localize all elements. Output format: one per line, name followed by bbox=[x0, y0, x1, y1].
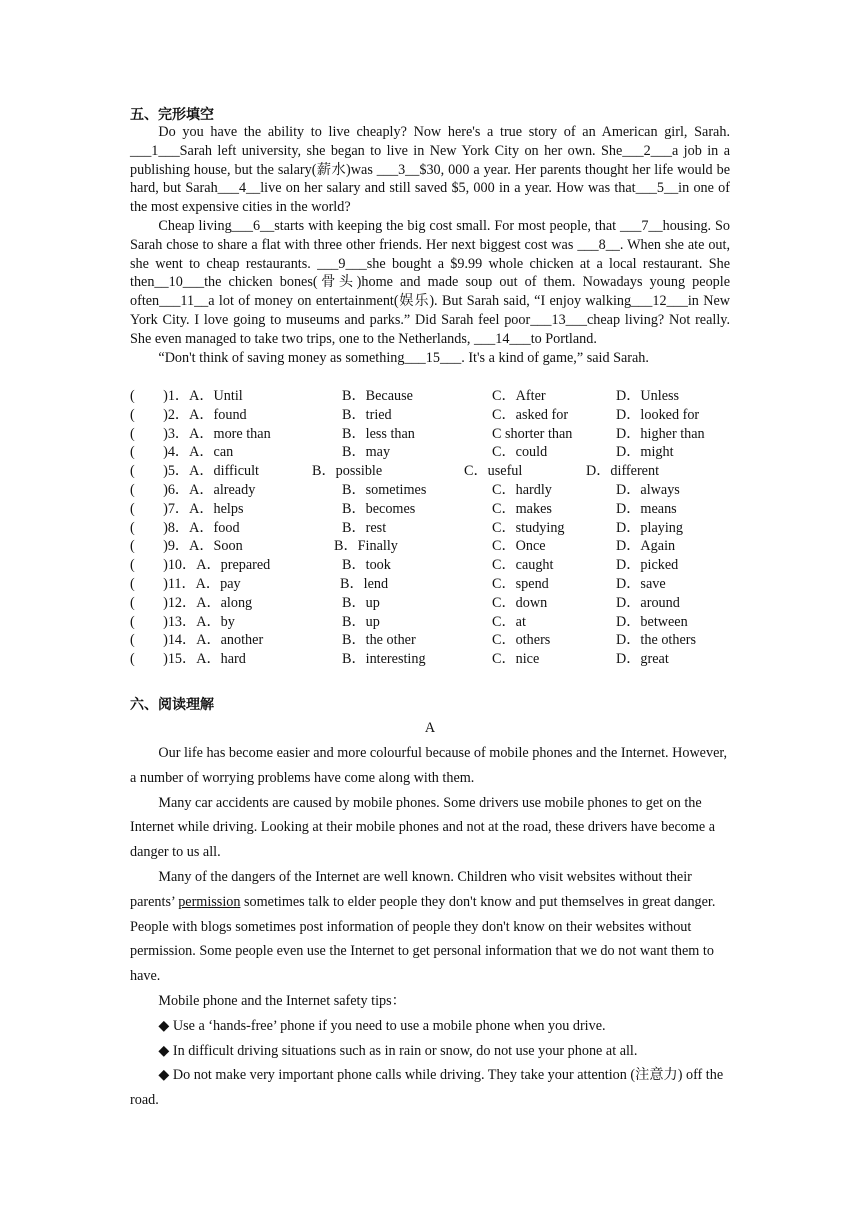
question-option-a: ( )9．A．Soon bbox=[130, 538, 243, 555]
text-run: sometimes talk to elder people they don't know and put themselves in great danger. People with blogs sometimes post information of people they don't know on their websites without permission. Some people even use the Internet to get personal information that we do not want them to have. bbox=[130, 893, 716, 985]
reading-paragraph: Our life has become easier and more colourful because of mobile phones and the Internet. However, a number of worrying problems have come along with them. bbox=[130, 745, 728, 786]
question-row bbox=[130, 481, 730, 500]
question-option-b: B．Because bbox=[342, 388, 413, 404]
question-option-c: C．down bbox=[492, 594, 548, 611]
question-option-b: B．took bbox=[342, 557, 391, 574]
reading-paragraph bbox=[130, 865, 730, 989]
cloze-passage bbox=[130, 123, 730, 367]
question-option-b: B．up bbox=[342, 613, 380, 630]
question-option-a: ( )7．A．helps bbox=[130, 500, 244, 517]
question-option-c: C．nice bbox=[492, 651, 540, 668]
question-option-d: D．the others bbox=[616, 632, 696, 649]
underlined-word: permission bbox=[178, 893, 241, 910]
question-option-c: C．makes bbox=[492, 500, 552, 517]
cloze-paragraph: Do you have the ability to live cheaply? Now here's a true story of an American girl, Sarah. ___1___Sarah left university, she began to live in New York City on her own. She___2___a job in a publishing house, but the salary(薪水)was ___3__$30, 000 a year. Her parents thought her life would be hard, but Sarah___4__live on her salary and still saved $5, 000 in a year. How was that___5__in one of the most expensive cities in the world? bbox=[130, 124, 730, 216]
question-option-d: D．around bbox=[616, 594, 680, 611]
question-option-a: ( )15．A．hard bbox=[130, 651, 246, 668]
question-option-a: ( )10．A．prepared bbox=[130, 557, 271, 574]
section6-title: 六、阅读理解 bbox=[130, 698, 214, 713]
question-option-c: C．After bbox=[492, 388, 546, 404]
question-option-c: C．caught bbox=[492, 557, 554, 574]
question-option-d: D．different bbox=[586, 463, 660, 480]
question-option-c: C．studying bbox=[492, 519, 565, 536]
question-option-b: B．the other bbox=[342, 632, 416, 649]
cloze-paragraph: “Don't think of saving money as something___15___. It's a kind of game,” said Sarah. bbox=[158, 349, 649, 366]
question-option-a: ( )6．A．already bbox=[130, 481, 256, 498]
question-option-b: B．possible bbox=[312, 463, 383, 480]
question-row bbox=[130, 631, 730, 650]
tips-title: Mobile phone and the Internet safety tips： bbox=[158, 992, 406, 1009]
question-option-a: ( )8．A．food bbox=[130, 519, 240, 536]
question-option-d: D．playing bbox=[616, 519, 683, 536]
question-row bbox=[130, 425, 730, 444]
tip-item: ◆ In difficult driving situations such as in rain or snow, do not use your phone at all. bbox=[158, 1042, 638, 1059]
question-option-b: B．less than bbox=[342, 425, 415, 442]
cloze-paragraph: Cheap living___6__starts with keeping the big cost small. For most people, that ___7__housing. So Sarah chose to share a flat with three other friends. Her next biggest cost was ___8__. When she ate out, she went to cheap restaurants. ___9___she bought a $9.99 whole chicken at a local restaurant. She then__10___the chicken bones(骨头)home and made soup out of them. Nowadays young people often___11__a lot of money on entertainment(娱乐). But Sarah said, “I enjoy walking___12___in New York City. I love going to museums and parks.” Did Sarah feel poor___13___cheap living? Not really. She even managed to take two trips, one to the Netherlands, ___14___to Portland. bbox=[130, 217, 730, 347]
question-row bbox=[130, 537, 730, 556]
question-row bbox=[130, 575, 730, 594]
question-option-b: B．may bbox=[342, 444, 391, 461]
question-option-c: C．others bbox=[492, 632, 551, 649]
question-option-d: D．might bbox=[616, 444, 674, 461]
question-option-c: C．spend bbox=[492, 575, 549, 592]
question-row bbox=[130, 650, 730, 669]
question-option-a: ( )2．A．found bbox=[130, 406, 247, 423]
passage-label: A bbox=[424, 720, 436, 736]
question-row bbox=[130, 500, 730, 519]
question-row bbox=[130, 387, 730, 406]
question-option-d: D．always bbox=[616, 481, 680, 498]
question-option-a: ( )3．A．more than bbox=[130, 425, 271, 442]
question-option-c: C．at bbox=[492, 613, 526, 630]
question-option-c: C．Once bbox=[492, 538, 546, 555]
question-option-a: ( )13．A．by bbox=[130, 613, 235, 630]
question-row bbox=[130, 556, 730, 575]
question-option-b: B．tried bbox=[342, 406, 392, 423]
question-option-d: D．higher than bbox=[616, 425, 705, 442]
question-row bbox=[130, 443, 730, 462]
question-option-a: ( )1．A．Until bbox=[130, 388, 243, 404]
question-option-b: B．up bbox=[342, 594, 380, 611]
question-row bbox=[130, 519, 730, 538]
question-option-d: D．great bbox=[616, 651, 669, 668]
question-option-d: D．Again bbox=[616, 538, 676, 555]
question-option-c: C．asked for bbox=[492, 406, 569, 423]
tip-item: ◆ Do not make very important phone calls while driving. They take your attention (注意力) off the road. bbox=[130, 1067, 724, 1109]
question-option-d: D．looked for bbox=[616, 406, 700, 423]
question-option-b: B．Finally bbox=[334, 538, 398, 555]
options-list bbox=[130, 387, 730, 669]
question-row bbox=[130, 406, 730, 425]
question-option-a: ( )12．A．along bbox=[130, 594, 253, 611]
question-option-b: B．sometimes bbox=[342, 481, 427, 498]
question-option-c: C．useful bbox=[464, 463, 523, 480]
tip-item: ◆ Use a ‘hands-free’ phone if you need to use a mobile phone when you drive. bbox=[158, 1017, 606, 1034]
question-option-a: ( )14．A．another bbox=[130, 632, 264, 649]
question-option-c: C shorter than bbox=[492, 425, 573, 442]
reading-paragraph: Many car accidents are caused by mobile phones. Some drivers use mobile phones to get on the Internet while driving. Looking at their mobile phones and not at the road, these drivers have become a danger to us all. bbox=[130, 794, 716, 861]
question-option-d: D．between bbox=[616, 613, 688, 630]
question-row bbox=[130, 594, 730, 613]
question-option-d: D．save bbox=[616, 575, 666, 592]
question-row bbox=[130, 613, 730, 632]
question-option-a: ( )5．A．difficult bbox=[130, 463, 259, 480]
question-option-b: B．rest bbox=[342, 519, 387, 536]
question-option-b: B．becomes bbox=[342, 500, 416, 517]
question-option-a: ( )4．A．can bbox=[130, 444, 234, 461]
reading-passage bbox=[130, 741, 730, 1113]
question-row bbox=[130, 462, 730, 481]
question-option-c: C．hardly bbox=[492, 481, 552, 498]
text-run: Many of the dangers of the Internet are well known. Children who visit websites without their parents’ bbox=[130, 868, 692, 910]
question-option-d: D．means bbox=[616, 500, 677, 517]
question-option-c: C．could bbox=[492, 444, 548, 461]
question-option-b: B．lend bbox=[340, 575, 389, 592]
question-option-a: ( )11．A．pay bbox=[130, 575, 241, 592]
question-option-b: B．interesting bbox=[342, 651, 426, 668]
section5-title: 五、完形填空 bbox=[130, 108, 214, 123]
question-option-d: D．Unless bbox=[616, 388, 680, 404]
question-option-d: D．picked bbox=[616, 557, 679, 574]
